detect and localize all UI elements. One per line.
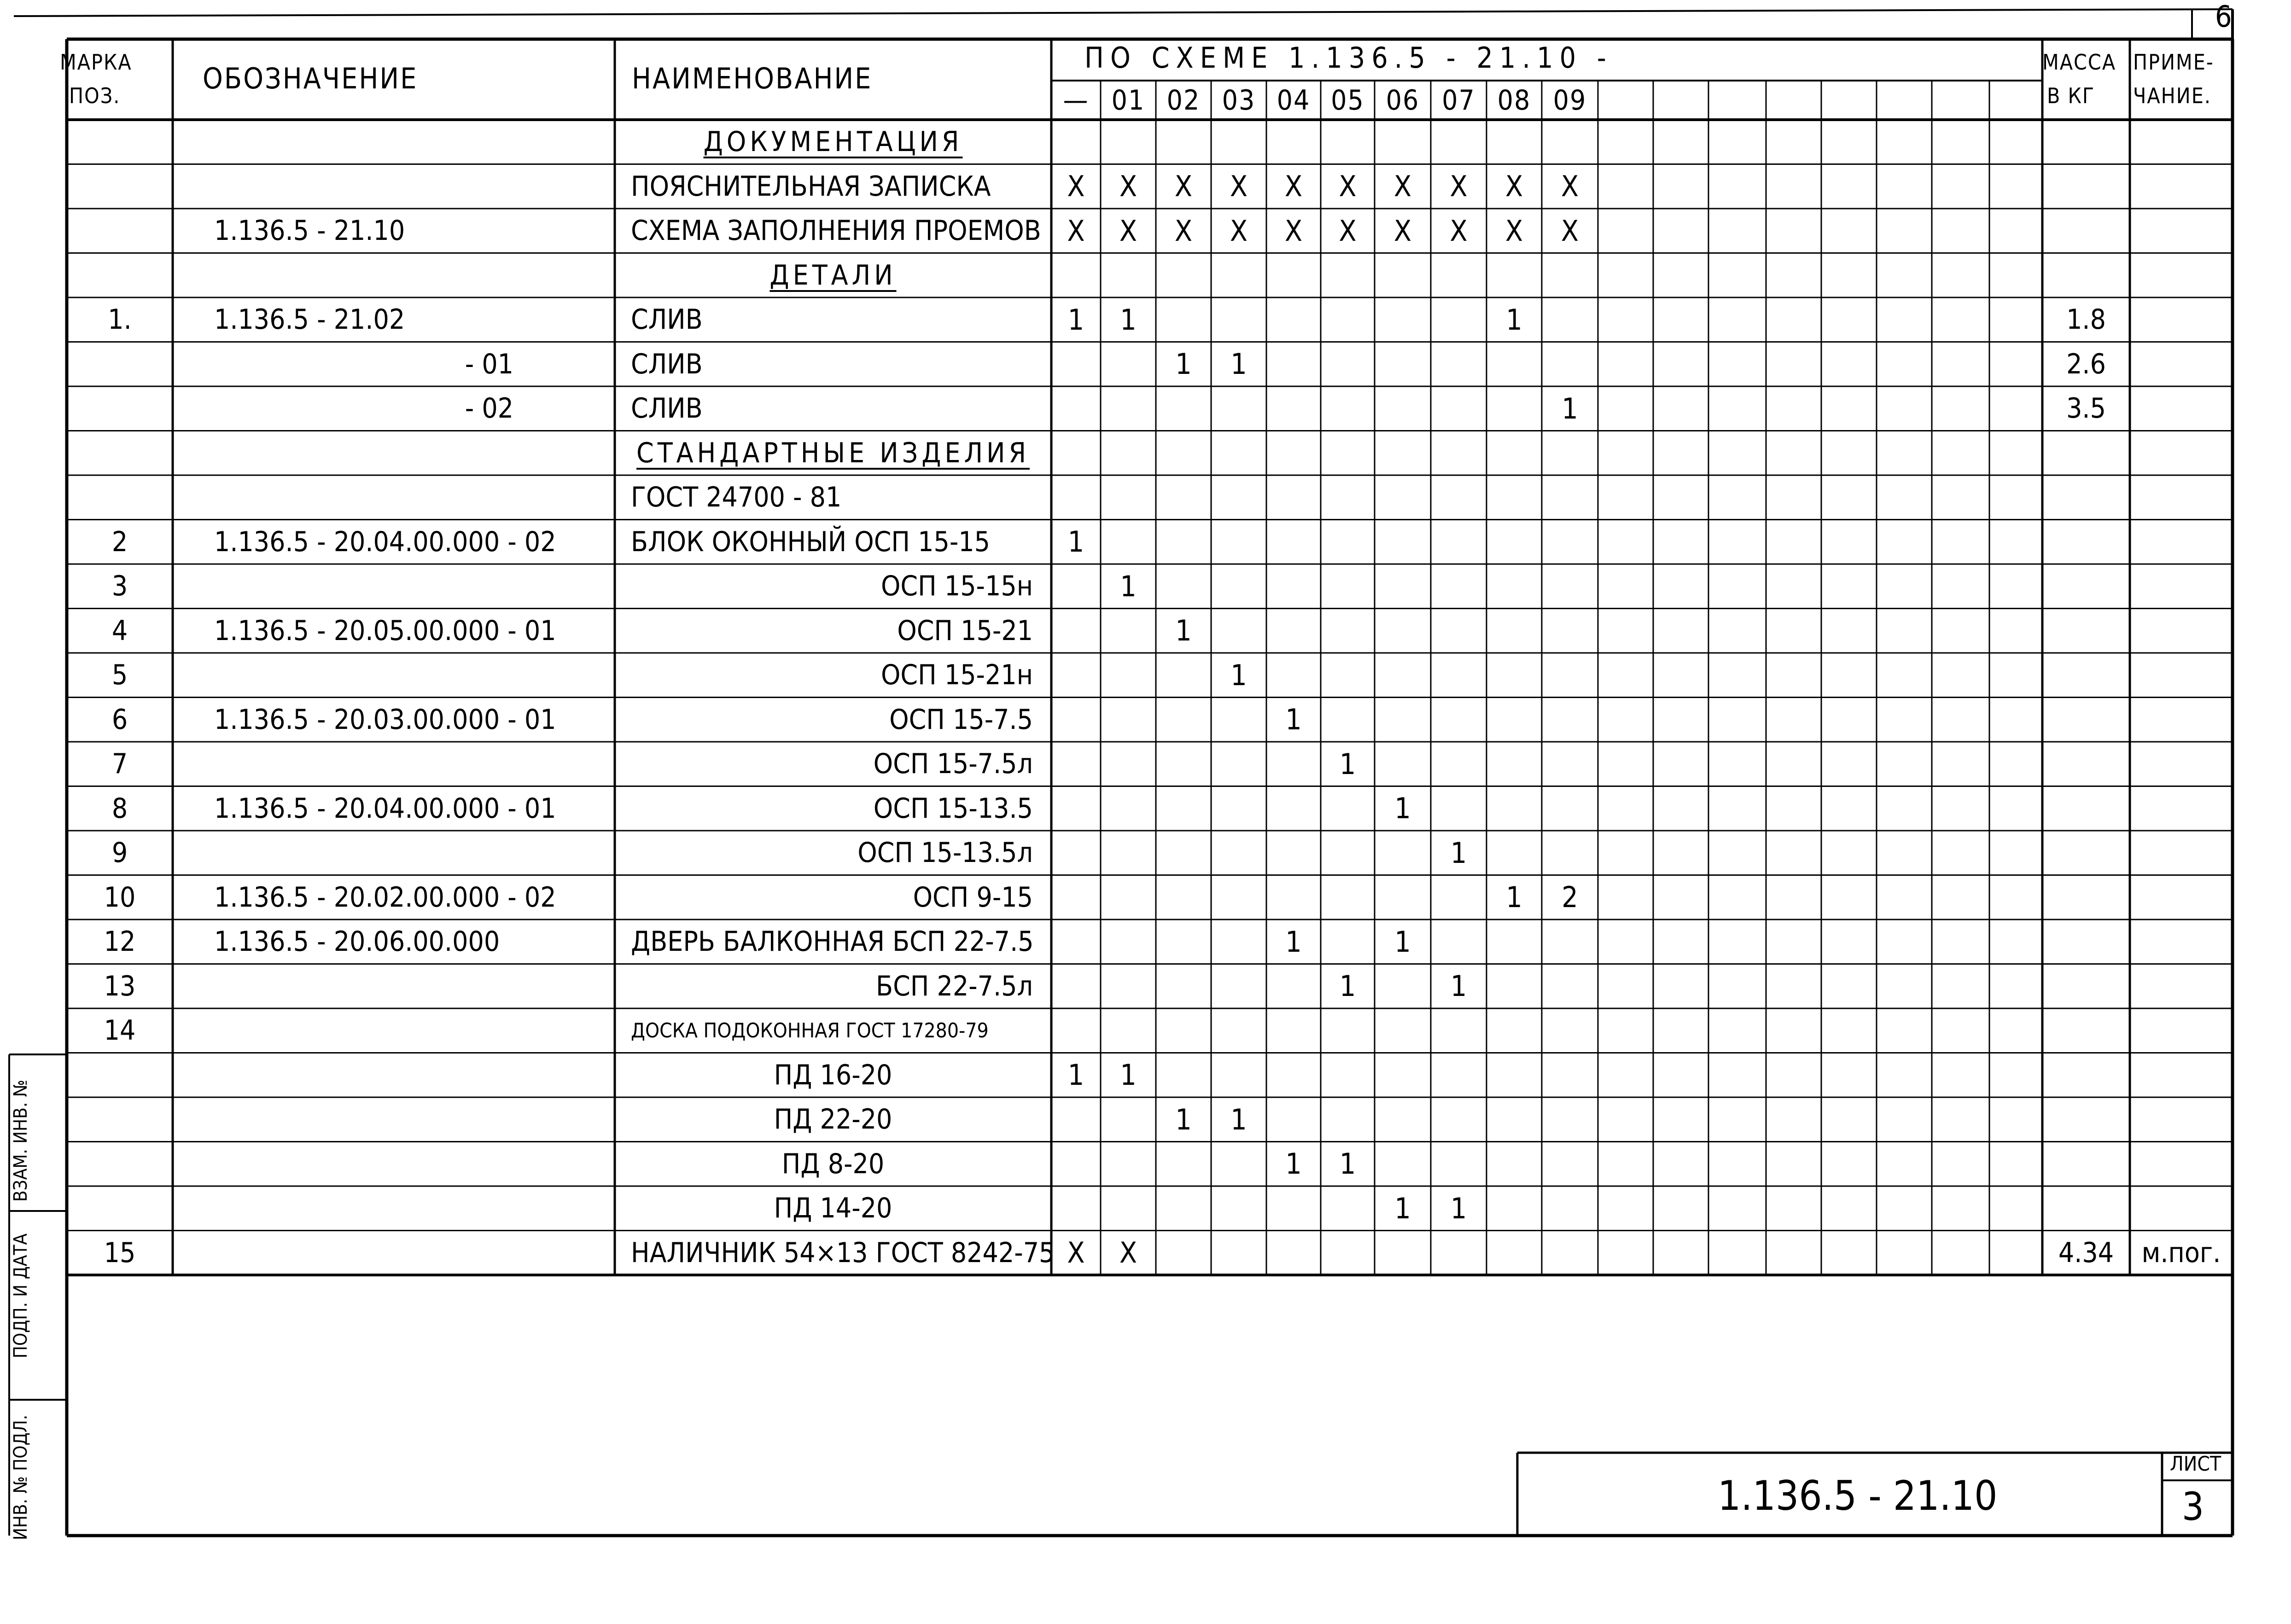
scheme-mark-01: X: [1119, 214, 1137, 248]
scheme-mark-01: X: [1119, 1236, 1137, 1270]
scheme-mark-08: X: [1505, 214, 1523, 248]
item-name: СЛИВ: [631, 303, 703, 336]
scheme-mark-09: 1: [1562, 391, 1578, 425]
item-name: СЛИВ: [631, 392, 703, 425]
item-name: НАЛИЧНИК 54×13 ГОСТ 8242-75: [631, 1236, 1055, 1269]
section-heading: ДОКУМЕНТАЦИЯ: [703, 126, 963, 158]
scheme-mark-02: X: [1174, 214, 1193, 248]
position-mark: 12: [104, 926, 136, 958]
item-name: ДОСКА ПОДОКОННАЯ ГОСТ 17280-79: [631, 1019, 989, 1042]
position-mark: 15: [104, 1236, 136, 1269]
scheme-mark-01: X: [1119, 169, 1137, 204]
scheme-mark-07: 1: [1450, 836, 1467, 870]
scheme-mark-03: 1: [1230, 658, 1247, 692]
scheme-mark-07: 1: [1450, 1191, 1467, 1225]
item-name: СЛИВ: [631, 348, 703, 380]
designation: 1.136.5 - 21.02: [214, 303, 405, 336]
designation: 1.136.5 - 20.03.00.000 - 01: [214, 703, 556, 736]
variant-header-01: 01: [1111, 84, 1145, 116]
designation: - 02: [465, 392, 513, 425]
scheme-mark-06: 1: [1394, 925, 1411, 959]
scheme-mark-base: 1: [1067, 303, 1084, 337]
item-name: ОСП 15-7.5: [889, 703, 1033, 736]
variant-header-05: 05: [1331, 84, 1364, 116]
designation: 1.136.5 - 20.04.00.000 - 02: [214, 525, 556, 558]
variant-header-06: 06: [1386, 84, 1420, 116]
note-value: м.пог.: [2141, 1236, 2221, 1269]
scheme-mark-04: X: [1284, 214, 1303, 248]
scheme-mark-base: X: [1067, 214, 1085, 248]
designation: 1.136.5 - 20.02.00.000 - 02: [214, 881, 556, 914]
scheme-mark-base: 1: [1067, 1058, 1084, 1092]
scheme-mark-04: 1: [1285, 925, 1302, 959]
scheme-mark-06: X: [1393, 214, 1412, 248]
section-heading: СТАНДАРТНЫЕ ИЗДЕЛИЯ: [636, 437, 1030, 469]
position-mark: 13: [104, 970, 136, 1002]
side-stamp-inv: ИНВ. № ПОДЛ.: [10, 1414, 31, 1540]
item-name: ГОСТ 24700 - 81: [631, 481, 842, 514]
designation: 1.136.5 - 20.06.00.000: [214, 926, 500, 958]
designation: - 01: [465, 348, 513, 380]
scheme-mark-02: X: [1174, 169, 1193, 204]
variant-header-03: 03: [1222, 84, 1256, 116]
position-mark: 9: [111, 837, 128, 869]
item-name: ОСП 15-21: [897, 614, 1033, 647]
variant-header-base: —: [1063, 84, 1089, 116]
scheme-mark-base: 1: [1067, 525, 1084, 559]
scheme-mark-09: X: [1561, 169, 1579, 204]
scheme-mark-08: X: [1505, 169, 1523, 204]
position-mark: 8: [111, 792, 128, 825]
scheme-mark-08: 1: [1506, 880, 1522, 914]
header-scheme: ПО СХЕМЕ 1.136.5 - 21.10 -: [1084, 41, 1613, 75]
item-name: ОСП 15-13.5: [873, 792, 1033, 825]
scheme-mark-09: X: [1561, 214, 1579, 248]
title-block-sheet-label: ЛИСТ: [2170, 1452, 2221, 1476]
item-name: ОСП 15-13.5л: [857, 837, 1033, 869]
position-mark: 1.: [108, 303, 132, 336]
position-mark: 3: [111, 570, 128, 603]
scheme-mark-01: 1: [1120, 303, 1137, 337]
item-name: БСП 22-7.5л: [876, 970, 1033, 1002]
variant-header-09: 09: [1553, 84, 1587, 116]
scheme-mark-07: X: [1450, 169, 1468, 204]
scheme-mark-02: 1: [1175, 614, 1192, 648]
scheme-mark-03: 1: [1230, 1102, 1247, 1136]
mass-value: 4.34: [2058, 1236, 2114, 1269]
scheme-mark-05: 1: [1339, 747, 1356, 781]
item-name: ДВЕРЬ БАЛКОННАЯ БСП 22-7.5: [631, 926, 1034, 958]
position-mark: 5: [111, 659, 128, 692]
scheme-mark-01: 1: [1120, 569, 1137, 603]
scheme-mark-08: 1: [1506, 303, 1522, 337]
scheme-mark-02: 1: [1175, 1102, 1192, 1136]
position-mark: 4: [111, 614, 128, 647]
position-mark: 7: [111, 748, 128, 780]
designation: 1.136.5 - 21.10: [214, 215, 405, 247]
scheme-mark-06: 1: [1394, 792, 1411, 826]
sheet-corner-number: 6: [2215, 0, 2232, 34]
item-name: БЛОК ОКОННЫЙ ОСП 15-15: [631, 525, 990, 558]
designation: 1.136.5 - 20.04.00.000 - 01: [214, 792, 556, 825]
item-name: ОСП 15-15н: [880, 570, 1033, 603]
scheme-mark-05: X: [1339, 214, 1357, 248]
title-block-code: 1.136.5 - 21.10: [1718, 1472, 1998, 1519]
item-name: ПД 22-20: [774, 1103, 892, 1136]
mass-value: 3.5: [2066, 392, 2106, 425]
scheme-mark-03: X: [1230, 214, 1248, 248]
scheme-mark-04: X: [1284, 169, 1303, 204]
item-name: ПД 16-20: [774, 1059, 892, 1091]
scheme-mark-05: 1: [1339, 969, 1356, 1003]
scheme-mark-05: 1: [1339, 1147, 1356, 1181]
variant-header-04: 04: [1277, 84, 1311, 116]
item-name: ПД 8-20: [781, 1147, 885, 1180]
side-stamp-vzam: ВЗАМ. ИНВ. №: [10, 1079, 31, 1202]
position-mark: 6: [111, 703, 128, 736]
item-name: ОСП 15-7.5л: [873, 748, 1033, 780]
scheme-mark-07: 1: [1450, 969, 1467, 1003]
scheme-mark-06: X: [1393, 169, 1412, 204]
position-mark: 2: [111, 525, 128, 558]
position-mark: 10: [104, 881, 136, 914]
item-name: ПОЯСНИТЕЛЬНАЯ ЗАПИСКА: [631, 170, 991, 203]
scheme-mark-03: X: [1230, 169, 1248, 204]
mass-value: 2.6: [2066, 348, 2106, 380]
item-name: СХЕМА ЗАПОЛНЕНИЯ ПРОЕМОВ: [631, 215, 1041, 247]
scheme-mark-03: 1: [1230, 347, 1247, 381]
designation: 1.136.5 - 20.05.00.000 - 01: [214, 614, 556, 647]
variant-header-07: 07: [1442, 84, 1475, 116]
item-name: ПД 14-20: [774, 1192, 892, 1225]
header-designation: ОБОЗНАЧЕНИЕ: [203, 62, 418, 95]
scheme-mark-base: X: [1067, 169, 1085, 204]
variant-header-02: 02: [1166, 84, 1201, 116]
scheme-mark-04: 1: [1285, 1147, 1302, 1181]
position-mark: 14: [104, 1014, 136, 1047]
scheme-mark-09: 2: [1562, 880, 1578, 914]
scheme-mark-05: X: [1339, 169, 1357, 204]
section-heading: ДЕТАЛИ: [769, 259, 897, 291]
title-block-sheet-number: 3: [2182, 1484, 2204, 1529]
scheme-mark-04: 1: [1285, 703, 1302, 737]
scheme-mark-02: 1: [1175, 347, 1192, 381]
scheme-mark-07: X: [1450, 214, 1468, 248]
side-stamp-sign: ПОДП. И ДАТА: [10, 1233, 31, 1358]
mass-value: 1.8: [2066, 303, 2106, 336]
header-name: НАИМЕНОВАНИЕ: [632, 62, 873, 95]
scheme-mark-base: X: [1067, 1236, 1085, 1270]
variant-header-08: 08: [1497, 84, 1531, 116]
scheme-mark-01: 1: [1120, 1058, 1137, 1092]
scheme-mark-06: 1: [1394, 1191, 1411, 1225]
item-name: ОСП 9-15: [913, 881, 1033, 914]
item-name: ОСП 15-21н: [880, 659, 1033, 692]
